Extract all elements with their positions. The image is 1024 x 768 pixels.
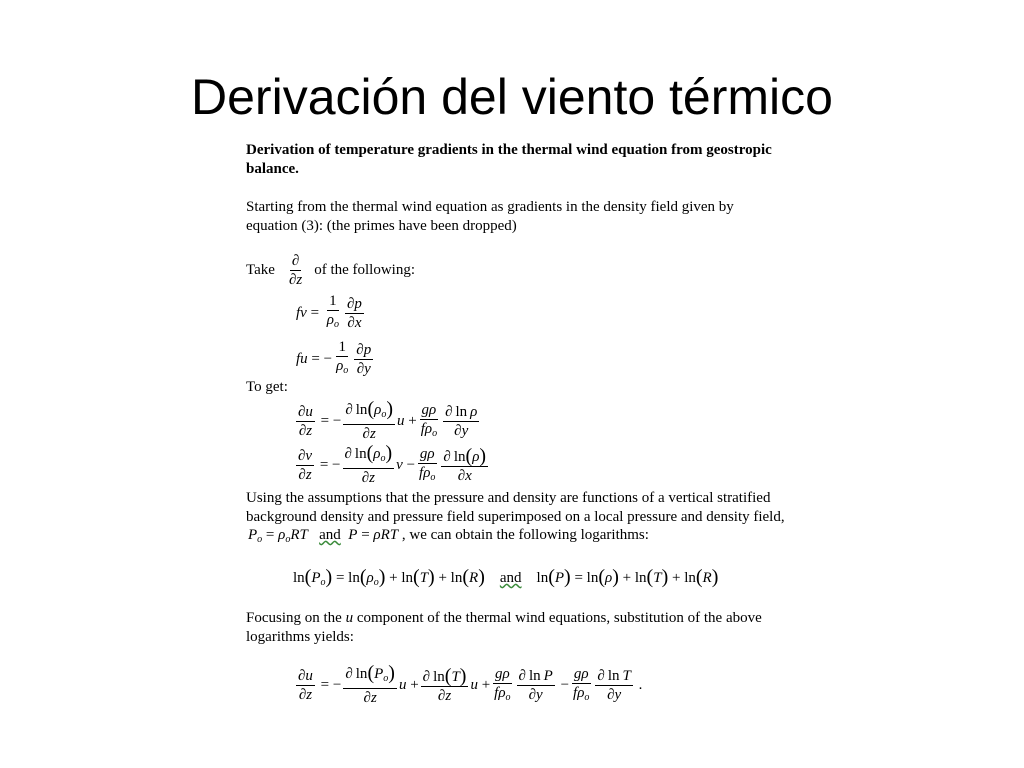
- to-get-label: To get:: [246, 379, 288, 395]
- take-prefix: Take: [246, 262, 275, 278]
- equation-fu: fu = − $\frac{1}{\rho_o}$ $\frac{\partial p}{\partial y}$: [296, 339, 372, 377]
- equation-dv-dz: $\frac{\partial v}{\partial z}$ = − $\frac{\partial \ln(\rho_o)}{\partial z}$ v − $\frac{g\rho}{f\rho_o}$ $\frac{\partial \ln(\rho)}{\partial x}$: [298, 442, 487, 486]
- equation-final: $\frac{\partial u}{\partial z}$ = − $\frac{\partial \ln(P_o)}{\partial z}$ u + $\frac{\partial \ln(T)}{\partial z}$ u + $\frac{g\rho}{f\rho_o}$ $\frac{\text{∂ ln P}}{\partial y}$ − $\frac{g\rho}{f\rho_o}$ $\frac{\text{∂ ln T}}{\partial y}$ .: [298, 662, 643, 706]
- d-dz-operator: $\frac{\partial}{\partial z}$: [288, 253, 303, 288]
- state-and: and: [319, 527, 341, 543]
- focus-prefix: Focusing on the: [246, 610, 342, 626]
- assumption-text: Using the assumptions that the pressure and density are functions of a vertical stratified background density and pressure field superimposed on a local pressure and density field,: [246, 490, 785, 525]
- equation-du-dz: $\frac{\partial u}{\partial z}$ = − $\frac{\partial \ln(\rho_o)}{\partial z}$ u + $\frac{g\rho}{f\rho_o}$ $\frac{\text{∂ ln ρ}}{\partial y}$: [298, 398, 478, 442]
- focus-paragraph: [246, 609, 806, 647]
- slide-title: Derivación del viento térmico: [191, 69, 833, 125]
- equation-fv: fv = $\frac{1}{\rho_o}$ $\frac{\partial p}{\partial x}$: [296, 293, 362, 331]
- focus-suffix: component of the thermal wind equations, substitution of the above logarithms yields:: [246, 610, 762, 645]
- state-equations-line: $P_o = \rho_oRT$ and P = ρRT , we can obtain the following logarithms:: [248, 527, 649, 545]
- log-and: and: [499, 570, 522, 586]
- assumption-tail: , we can obtain the following logarithms:: [401, 527, 649, 543]
- take-suffix: of the following:: [314, 262, 416, 278]
- assumption-paragraph: [246, 489, 826, 527]
- document-body: [246, 141, 826, 236]
- final-period: .: [638, 677, 643, 693]
- take-line: [246, 252, 415, 289]
- logarithm-equations: $\ln(P_o) = \ln(\rho_o) + \ln(T) + \ln(R)$ and ln(P) = ln(ρ) + ln(T) + ln(R): [293, 566, 719, 588]
- document-heading: Derivation of temperature gradients in the thermal wind equation from geostropic balance.: [246, 142, 772, 177]
- focus-var: u: [345, 610, 354, 626]
- intro-paragraph: Starting from the thermal wind equation as gradients in the density field given by equation (3): (the primes have been dropped): [246, 199, 734, 234]
